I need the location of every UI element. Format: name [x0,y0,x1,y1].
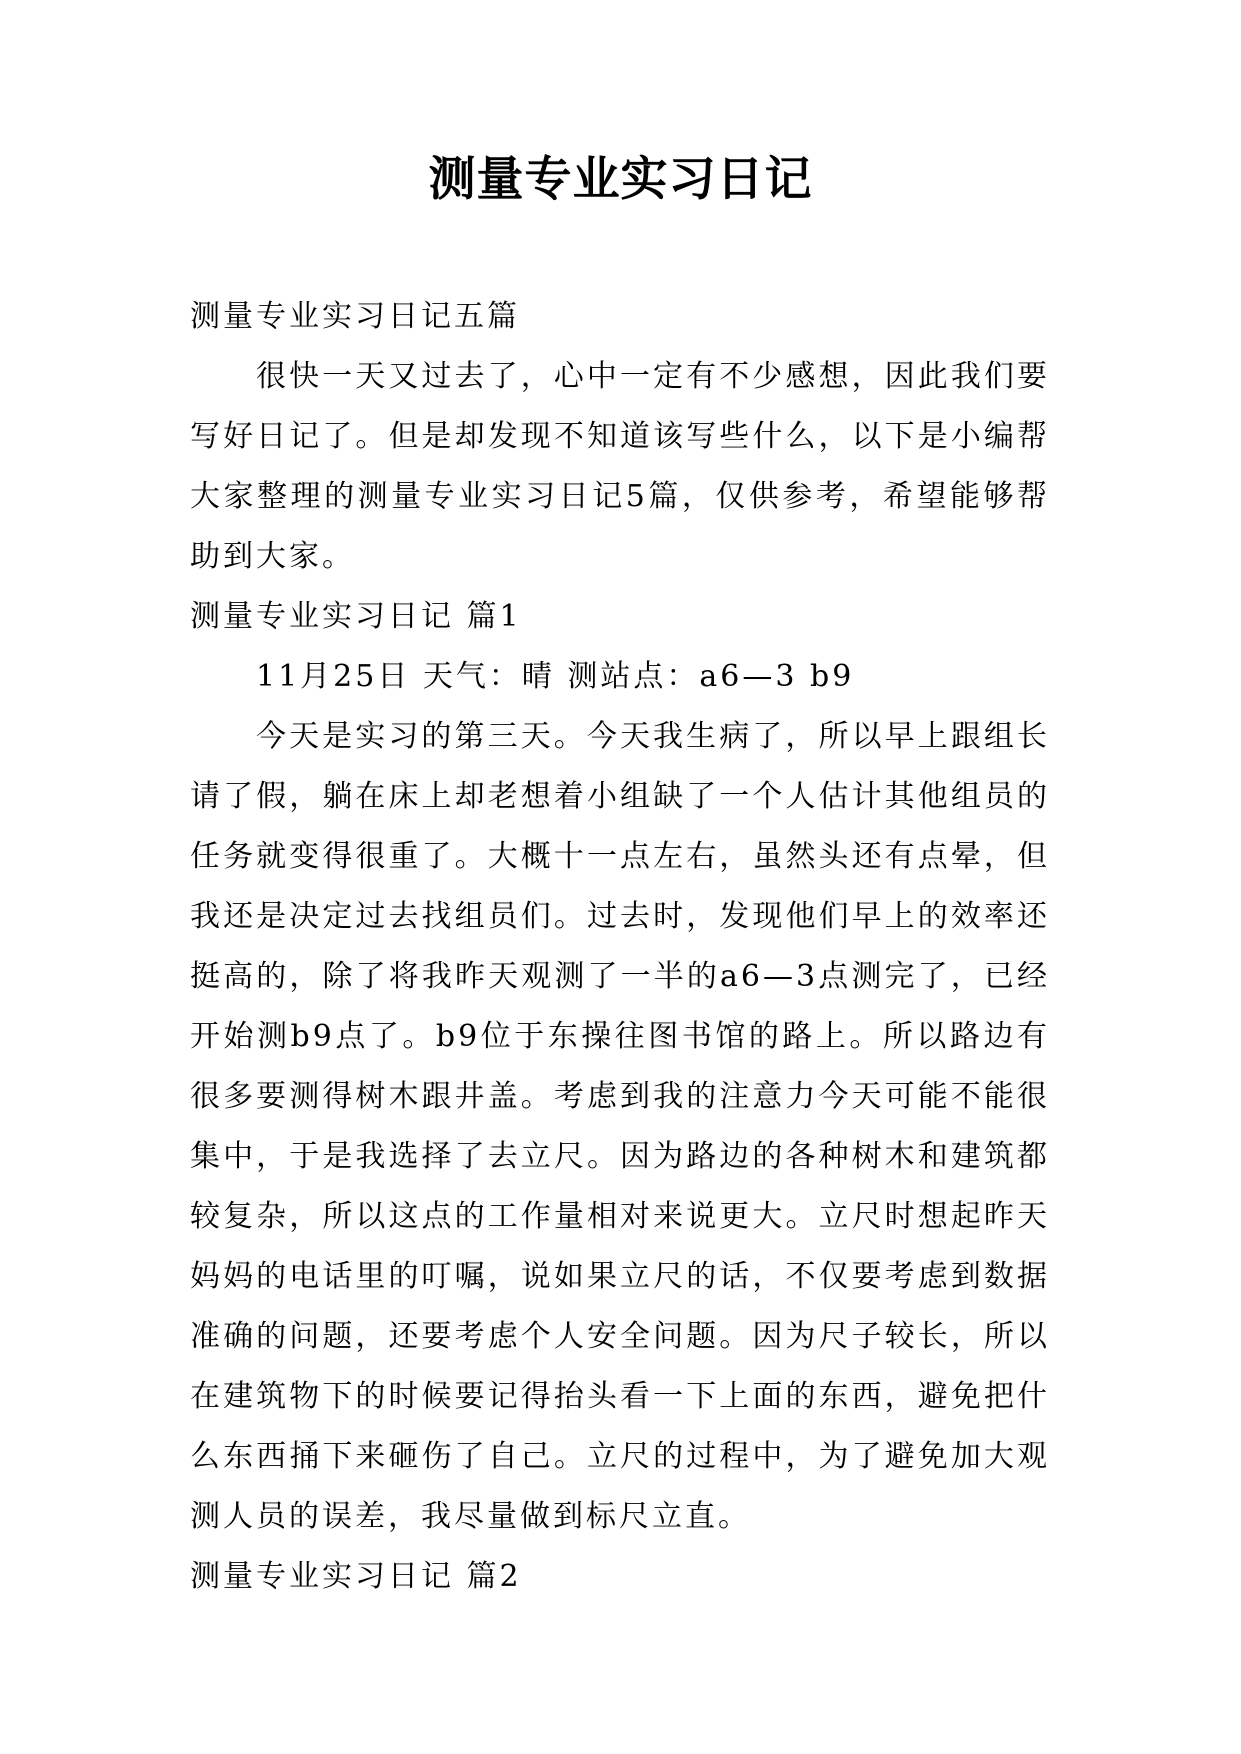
section-heading-1: 测量专业实习日记 篇1 [190,599,522,634]
document-title: 测量专业实习日记 [428,152,813,207]
section-1-paragraph: 今天是实习的第三天。今天我生病了，所以早上跟组长请了假，躺在床上却老想着小组缺了一个人估计其他组员的任务就变得很重了。大概十一点左右，虽然头还有点晕，但我还是决定过去找组员们。过去时，发现他们早上的效率还挺高的，除了将我昨天观测了一半的a6—3点测完了，已经开始测b9点了。b9位于东操往图书馆的路上。所以路边有很多要测得树木跟井盖。考虑到我的注意力今天可能不能很集中，于是我选择了去立尺。因为路边的各种树木和建筑都较复杂，所以这点的工作量相对来说更大。立尺时想起昨天妈妈的电话里的叮嘱，说如果立尺的话，不仅要考虑到数据准确的问题，还要考虑个人安全问题。因为尺子较长，所以在建筑物下的时候要记得抬头看一下上面的东西，避免把什么东西捅下来砸伤了自己。立尺的过程中，为了避免加大观测人员的误差，我尽量做到标尺立直。 [190,719,1050,1534]
section-1-date-line: 11月25日 天气：晴 测站点：a6—3 b9 [256,659,855,694]
section-heading-2: 测量专业实习日记 篇2 [190,1559,522,1594]
intro-paragraph: 很快一天又过去了，心中一定有不少感想，因此我们要写好日记了。但是却发现不知道该写些什么，以下是小编帮大家整理的测量专业实习日记5篇，仅供参考，希望能够帮助到大家。 [190,359,1050,574]
document-body [190,287,1050,1607]
document-subtitle: 测量专业实习日记五篇 [190,299,520,334]
